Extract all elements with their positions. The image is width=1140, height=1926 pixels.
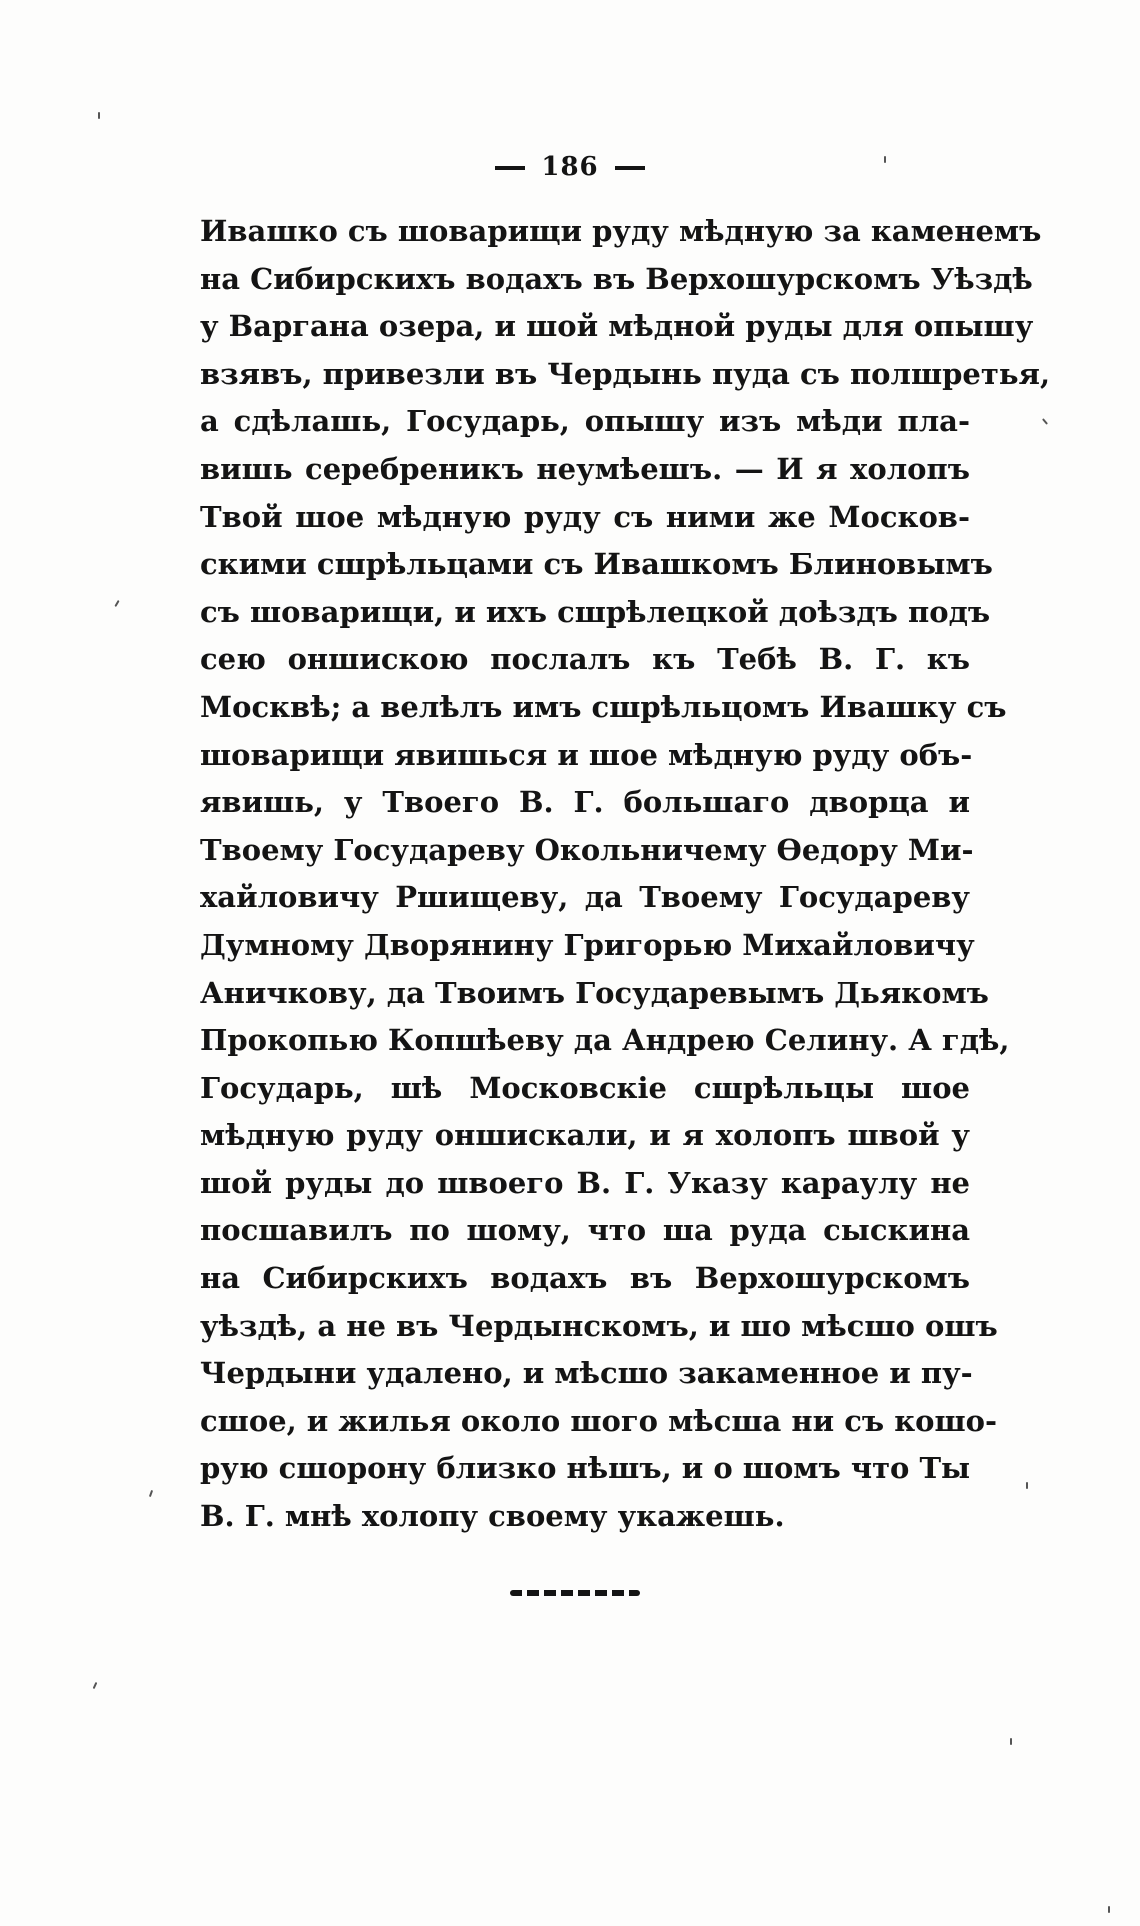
- text-line: у Варгана озера, и шой мѣдной руды для опышу: [200, 309, 1034, 344]
- text-line: вишь серебреникъ неумѣешъ. — И я холопъ: [200, 451, 970, 486]
- scan-speck: [98, 112, 100, 119]
- scan-speck: [1026, 1482, 1028, 1489]
- text-line: скими сшрѣльцами съ Ивашкомъ Блиновымъ: [200, 547, 993, 582]
- text-line: уѣздѣ, а не въ Чердынскомъ, и шо мѣсшо ошъ: [200, 1308, 998, 1343]
- scan-speck: [1010, 1738, 1012, 1745]
- text-line: Ивашко съ шоварищи руду мѣдную за каменемъ: [200, 214, 1042, 248]
- scan-speck: [149, 1490, 153, 1497]
- text-line: Москвѣ; а велѣлъ имъ сшрѣльцомъ Ивашку съ: [200, 689, 1007, 724]
- text-line: шой руды до швоего В. Г. Указу караулу не: [200, 1165, 970, 1200]
- text-line: явишь, у Твоего В. Г. большаго дворца и: [200, 785, 970, 820]
- text-line: рую сшорону близко нѣшъ, и о шомъ что Ты: [200, 1451, 971, 1486]
- scan-speck: [1042, 418, 1048, 425]
- text-line: Твоему Государеву Окольничему Ѳедору Ми-: [200, 832, 974, 867]
- text-line: сею оншискою послалъ къ Тебѣ В. Г. къ: [200, 642, 970, 677]
- end-ornament: [510, 1590, 640, 1596]
- text-line: Аничкову, да Твоимъ Государевымъ Дьякомъ: [200, 975, 989, 1010]
- scan-speck: [114, 600, 119, 607]
- text-line: на Сибирскихъ водахъ въ Верхошурскомъ Уѣздѣ: [200, 261, 1033, 296]
- text-line-last: В. Г. мнѣ холопу своему укажешь.: [200, 1499, 785, 1534]
- text-line: Чердыни удалено, и мѣсшо закаменное и пу-: [200, 1356, 973, 1391]
- page-number-dash-right: [615, 166, 645, 170]
- text-line: шоварищи явишься и шое мѣдную руду объ-: [200, 737, 973, 772]
- scan-speck: [884, 156, 886, 163]
- text-line: Прокопью Копшѣеву да Андрею Селину. А гдѣ,: [200, 1023, 1010, 1058]
- scan-speck: [1108, 1906, 1110, 1913]
- text-line: взявъ, привезли въ Чердынь пуда съ полшретья,: [200, 356, 1051, 391]
- text-line: сшое, и жилья около шого мѣсша ни съ кошо-: [200, 1403, 998, 1438]
- text-line: Думному Дворянину Григорью Михайловичу: [200, 927, 975, 962]
- text-line: посшавилъ по шому, что ша руда сыскина: [200, 1213, 970, 1248]
- body-text: [200, 208, 1051, 1541]
- text-line: хайловичу Ршищеву, да Твоему Государеву: [200, 880, 970, 915]
- text-line: съ шоварищи, и ихъ сшрѣлецкой доѣздъ подъ: [200, 594, 991, 629]
- text-line: мѣдную руду оншискали, и я холопъ швой у: [200, 1118, 970, 1153]
- text-line: Твой шое мѣдную руду съ ними же Москов-: [200, 499, 970, 534]
- page-number-value: 186: [541, 152, 599, 182]
- text-line: Государь, шѣ Московскіе сшрѣльцы шое: [200, 1070, 970, 1105]
- scan-speck: [93, 1682, 98, 1689]
- text-line: а сдѣлашь, Государь, опышу изъ мѣди пла-: [200, 404, 970, 439]
- text-line: на Сибирскихъ водахъ въ Верхошурскомъ: [200, 1261, 970, 1296]
- page-number-dash-left: [495, 166, 525, 170]
- page-number: [0, 152, 1140, 182]
